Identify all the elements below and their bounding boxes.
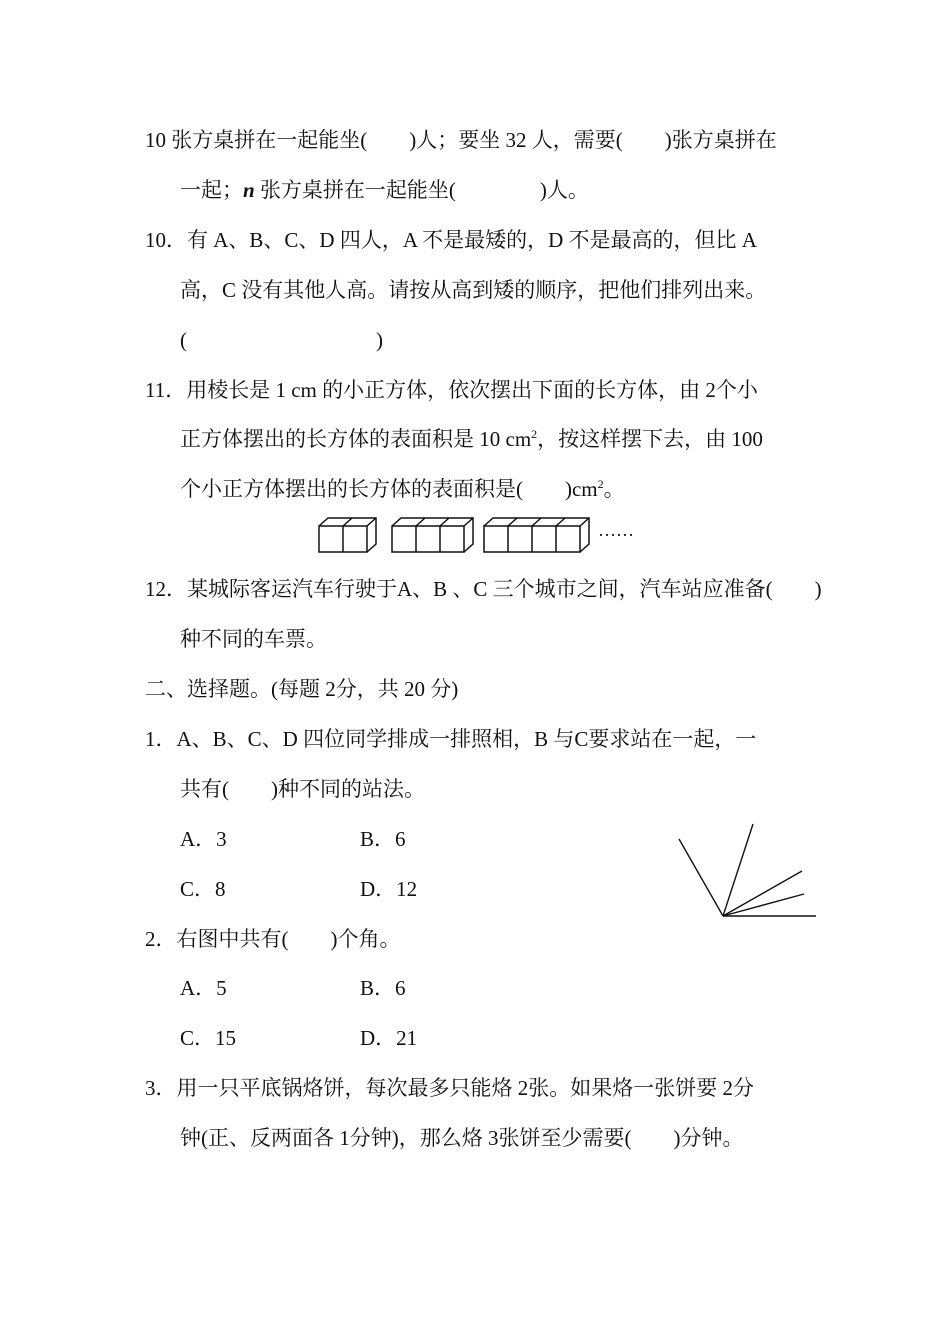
choice1-option-b: B．6 — [360, 827, 406, 851]
q9-continuation-line1: 10 张方桌拼在一起能坐( )人；要坐 32 人，需要( )张方桌拼在 — [145, 128, 777, 152]
cuboid-4-cubes — [484, 518, 589, 552]
q12-line1: 12．某城际客运汽车行驶于A、B 、C 三个城市之间，汽车站应准备( ) — [145, 577, 822, 601]
cube-row-svg — [318, 514, 638, 556]
section-2-heading: 二、选择题。(每题 2分，共 20 分) — [145, 677, 459, 701]
cube-ellipsis: …… — [598, 520, 634, 540]
angle-rays-figure — [676, 823, 822, 921]
choice1-option-c: C．8 — [180, 877, 226, 901]
q10-line1: 10．有 A、B、C、D 四人，A 不是最矮的，D 不是最高的，但比 A — [145, 228, 757, 252]
q12-line2: 种不同的车票。 — [180, 627, 327, 651]
choice1-line2: 共有( )种不同的站法。 — [180, 777, 425, 801]
q11-line2-text-b: ，按这样摆下去，由 100 — [537, 427, 763, 451]
choice2-option-b: B．6 — [360, 976, 406, 1000]
q11-line2-text-a: 正方体摆出的长方体的表面积是 10 cm — [180, 427, 532, 451]
choice3-line2: 钟(正、反两面各 1分钟)，那么烙 3张饼至少需要( )分钟。 — [180, 1126, 744, 1150]
choice1-option-a: A．3 — [180, 827, 227, 851]
choice2-option-a: A．5 — [180, 976, 227, 1000]
choice1-option-d: D．12 — [360, 877, 418, 901]
choice2-option-c: C．15 — [180, 1026, 237, 1050]
choice2-option-d: D．21 — [360, 1026, 418, 1050]
q11-line3-text-a: 个小正方体摆出的长方体的表面积是( )cm — [180, 477, 598, 501]
cuboid-2-cubes — [319, 518, 376, 552]
q11-line1: 11．用棱长是 1 cm 的小正方体，依次摆出下面的长方体，由 2个小 — [145, 378, 758, 402]
q9-continuation-line2 — [180, 175, 589, 205]
q10-answer-blank: ( ) — [180, 328, 383, 352]
choice3-line1: 3．用一只平底锅烙饼，每次最多只能烙 2张。如果烙一张饼要 2分 — [145, 1076, 754, 1100]
cube-row-figure — [318, 514, 638, 556]
angle-rays-svg — [676, 823, 822, 921]
q11-line3-text-b: 。 — [603, 477, 625, 501]
q9-text-b: 张方桌拼在一起能坐( )人。 — [254, 178, 589, 202]
choice2-line1: 2．右图中共有( )个角。 — [145, 927, 401, 951]
cuboid-3-cubes — [392, 518, 473, 552]
q10-line2: 高，C 没有其他人高。请按从高到矮的顺序，把他们排列出来。 — [180, 278, 767, 302]
q11-line3 — [180, 474, 625, 504]
q9-text-a: 一起； — [180, 178, 243, 202]
q11-line3-superscript: 2 — [597, 477, 604, 491]
choice1-line1: 1．A、B、C、D 四位同学排成一排照相，B 与C要求站在一起，一 — [145, 727, 757, 751]
q9-variable-n: n — [243, 178, 255, 202]
q11-line2 — [180, 424, 763, 454]
q11-line2-superscript: 2 — [531, 427, 538, 441]
